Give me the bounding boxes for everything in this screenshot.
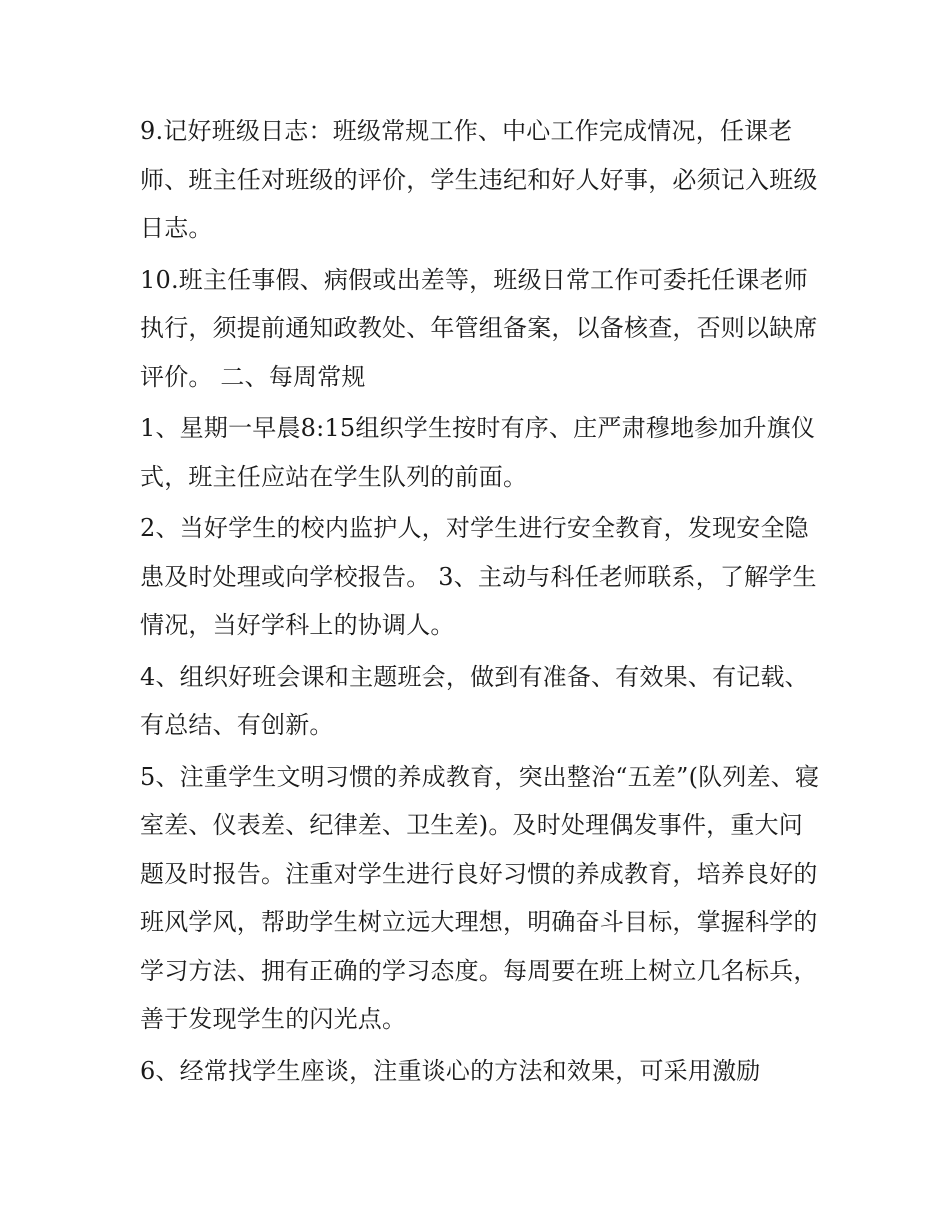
paragraph-weekly-2-3: 2、当好学生的校内监护人，对学生进行安全教育，发现安全隐患及时处理或向学校报告。 3、主动与科任老师联系，了解学生情况，当好学科上的协调人。 [140,514,817,639]
document-body [140,107,820,1098]
paragraph-weekly-5: 5、注重学生文明习惯的养成教育，突出整治“五差”(队列差、寝室差、仪表差、纪律差、卫生差)。及时处理偶发事件，重大问题及时报告。注重对学生进行良好习惯的养成教育，培养良好的班风学风，帮助学生树立远大理想，明确奋斗目标，掌握科学的学习方法、拥有正确的学习态度。每周要在班上树立几名标兵，善于发现学生的闪光点。 [140,762,820,1033]
paragraph-weekly-1: 1、星期一早晨8:15组织学生按时有序、庄严肃穆地参加升旗仪式，班主任应站在学生队列的前面。 [140,414,816,491]
paragraph-weekly-4: 4、组织好班会课和主题班会，做到有准备、有效果、有记载、有总结、有创新。 [140,662,809,739]
paragraph-weekly-6: 6、经常找学生座谈，注重谈心的方法和效果，可采用激励 [140,1056,761,1085]
paragraph-item-10: 10.班主任事假、病假或出差等，班级日常工作可委托任课老师执行，须提前通知政教处、年管组备案，以备核查，否则以缺席评价。 二、每周常规 [140,265,818,391]
paragraph-item-9: 9.记好班级日志：班级常规工作、中心工作完成情况，任课老师、班主任对班级的评价，学生违纪和好人好事，必须记入班级日志。 [140,117,818,242]
